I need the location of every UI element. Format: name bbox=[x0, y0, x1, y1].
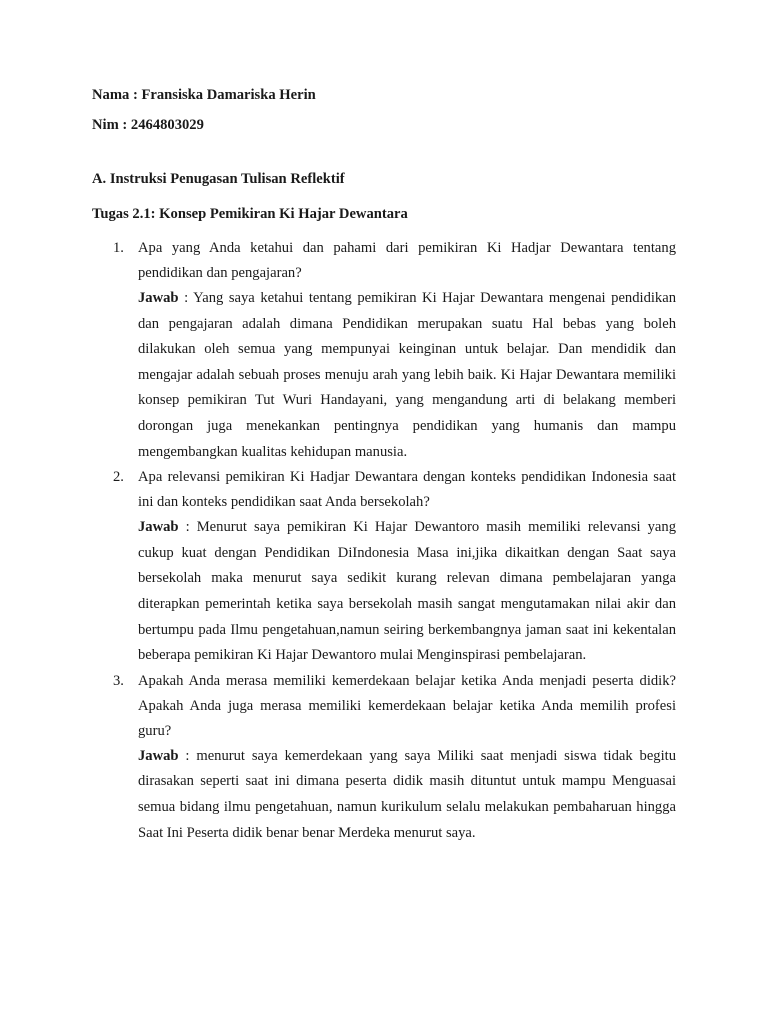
question-text: Apa relevansi pemikiran Ki Hadjar Dewantara dengan konteks pendidikan Indonesia saat ini dan konteks pendidikan saat Anda bersekolah? bbox=[138, 469, 676, 511]
answer-label: Jawab bbox=[138, 747, 179, 764]
list-item bbox=[0, 465, 768, 669]
question-list bbox=[0, 236, 768, 846]
section-title: A. Instruksi Penugasan Tulisan Reflektif bbox=[92, 171, 345, 187]
student-nim: 2464803029 bbox=[130, 117, 204, 133]
task-title: Tugas 2.1: Konsep Pemikiran Ki Hajar Dewantara bbox=[92, 206, 408, 222]
student-name-line bbox=[92, 87, 316, 104]
question-number: 2. bbox=[113, 469, 124, 486]
answer-body: : Yang saya ketahui tentang pemikiran Ki Hajar Dewantara mengenai pendidikan dan pengajaran adalah dimana Pendidikan merupakan suatu Hal bebas yang boleh dilakukan oleh semua yang mempunyai keinginan untuk belajar. Dan mendidik dan mengajar adalah sebuah proses menuju arah yang lebih baik. Ki Hajar Dewantara memiliki konsep pemikiran Tut Wuri Handayani, yang mengandung arti di belakang memberi dorongan juga menekankan pentingnya pendidikan yang humanis dan mampu mengembangkan kualitas kehidupan manusia. bbox=[138, 290, 676, 460]
question-text: Apakah Anda merasa memiliki kemerdekaan belajar ketika Anda menjadi peserta didik? Apakah Anda juga merasa memiliki kemerdekaan belajar ketika Anda memilih profesi guru? bbox=[138, 672, 676, 739]
question-number: 1. bbox=[113, 240, 124, 256]
student-nim-line bbox=[92, 117, 204, 134]
student-name: Fransiska Damariska Herin bbox=[141, 87, 316, 103]
answer-text bbox=[138, 515, 676, 669]
answer-body: : menurut saya kemerdekaan yang saya Miliki saat menjadi siswa tidak begitu dirasakan seperti saat ini dimana peserta didik masih dituntut untuk mampu Menguasai semua bidang ilmu pengetahuan, namun kurikulum selalu melakukan pembaharuan hingga Saat Ini Peserta didik benar benar Merdeka menurut saya. bbox=[138, 747, 676, 841]
question-text: Apa yang Anda ketahui dan pahami dari pemikiran Ki Hadjar Dewantara tentang pendidikan dan pengajaran? bbox=[138, 240, 676, 281]
list-item bbox=[0, 669, 768, 846]
name-label: Nama : bbox=[92, 87, 142, 103]
list-item bbox=[0, 236, 768, 465]
question-number: 3. bbox=[113, 672, 124, 689]
answer-body: : Menurut saya pemikiran Ki Hajar Dewantoro masih memiliki relevansi yang cukup kuat dengan Pendidikan DiIndonesia Masa ini,jika dikaitkan dengan Saat saya bersekolah maka menurut saya sedikit kurang relevan dimana pembelajaran yanga diterapkan pemerintah ketika saya bersekolah masih sangat mengutamakan nilai akir dan bertumpu pada Ilmu pengetahuan,namun seiring berkembangnya jaman saat ini kekentalan beberapa pemikiran Ki Hajar Dewantoro mulai Menginspirasi pembelajaran. bbox=[138, 519, 676, 664]
nim-label: Nim : bbox=[92, 117, 131, 133]
answer-label: Jawab bbox=[138, 290, 179, 306]
answer-label: Jawab bbox=[138, 519, 179, 536]
answer-text bbox=[138, 286, 676, 465]
answer-text bbox=[138, 744, 676, 846]
